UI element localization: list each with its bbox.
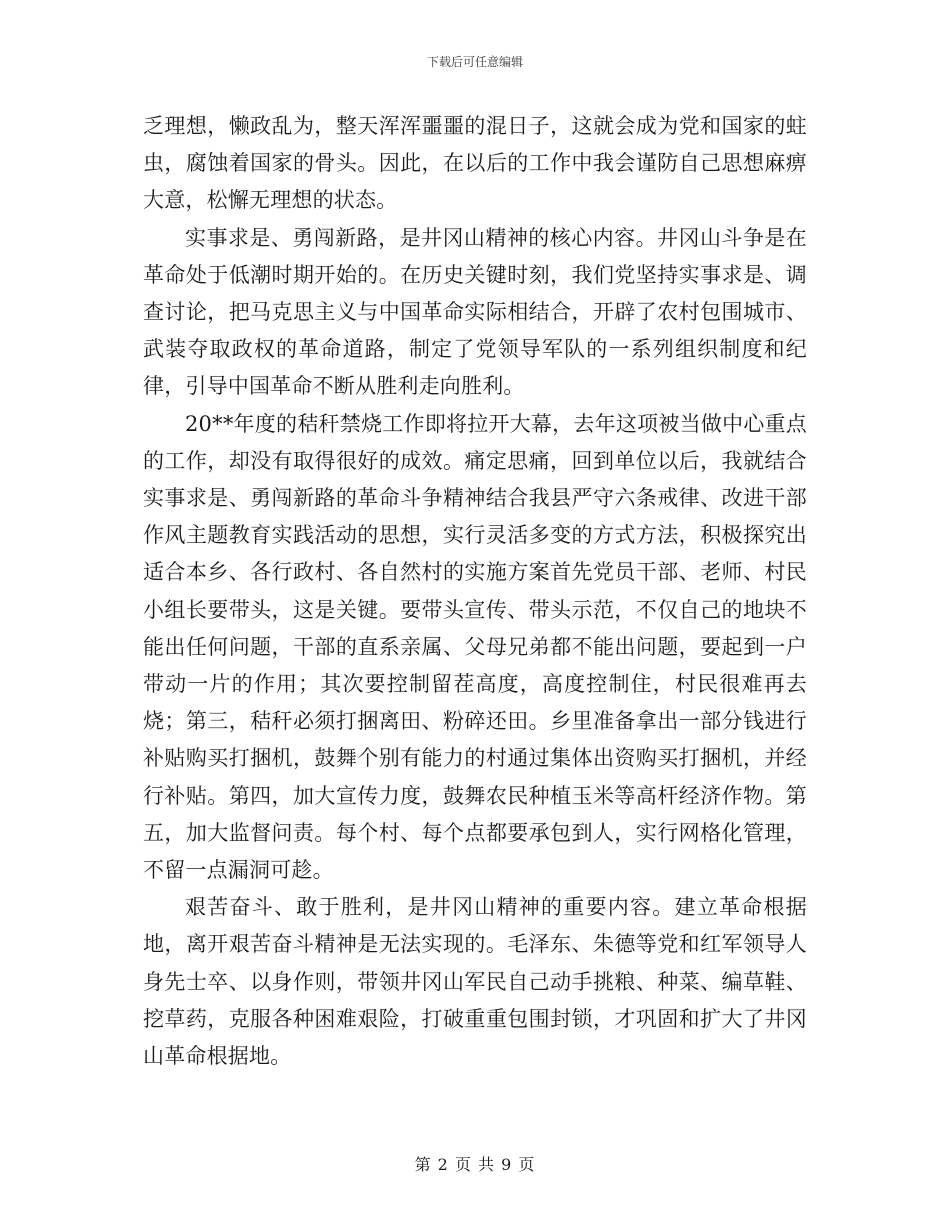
paragraph-3: 20**年度的秸秆禁烧工作即将拉开大幕，去年这项被当做中心重点的工作，却没有取得很好的成效。痛定思痛，回到单位以后，我就结合实事求是、勇闯新路的革命斗争精神结合我县严守六条戒律、改进干部作风主题教育实践活动的思想，实行灵活多变的方式方法，积极探究出适合本乡、各行政村、各自然村的实施方案首先党员干部、老师、村民小组长要带头，这是关键。要带头宣传、带头示范，不仅自己的地块不能出任何问题，干部的直系亲属、父母兄弟都不能出问题，要起到一户带动一片的作用；其次要控制留茬高度，高度控制住，村民很难再去烧；第三，秸秆必须打捆离田、粉碎还田。乡里准备拿出一部分钱进行补贴购买打捆机，鼓舞个别有能力的村通过集体出资购买打捆机，并经行补贴。第四，加大宣传力度，鼓舞农民种植玉米等高杆经济作物。第五，加大监督问责。每个村、每个点都要承包到人，实行网格化管理，不留一点漏洞可趁。 [143, 411, 807, 883]
document-body [143, 108, 807, 1075]
page-header: 下载后可任意编辑 [426, 55, 523, 69]
paragraph-2: 实事求是、勇闯新路，是井冈山精神的核心内容。井冈山斗争是在革命处于低潮时期开始的。在历史关键时刻，我们党坚持实事求是、调查讨论，把马克思主义与中国革命实际相结合，开辟了农村包围城市、武装夺取政权的革命道路，制定了党领导军队的一系列组织制度和纪律，引导中国革命不断从胜利走向胜利。 [143, 225, 807, 399]
page-number: 第 2 页 共 9 页 [414, 1155, 536, 1174]
paragraph-1: 乏理想，懒政乱为，整天浑浑噩噩的混日子，这就会成为党和国家的蛀虫，腐蚀着国家的骨头。因此，在以后的工作中我会谨防自己思想麻痹大意，松懈无理想的状态。 [143, 114, 807, 213]
paragraph-4: 艰苦奋斗、敢于胜利，是井冈山精神的重要内容。建立革命根据地，离开艰苦奋斗精神是无法实现的。毛泽东、朱德等党和红军领导人身先士卒、以身作则，带领井冈山军民自己动手挑粮、种菜、编草鞋、挖草药，克服各种困难艰险，打破重重包围封锁，才巩固和扩大了井冈山革命根据地。 [143, 895, 807, 1069]
